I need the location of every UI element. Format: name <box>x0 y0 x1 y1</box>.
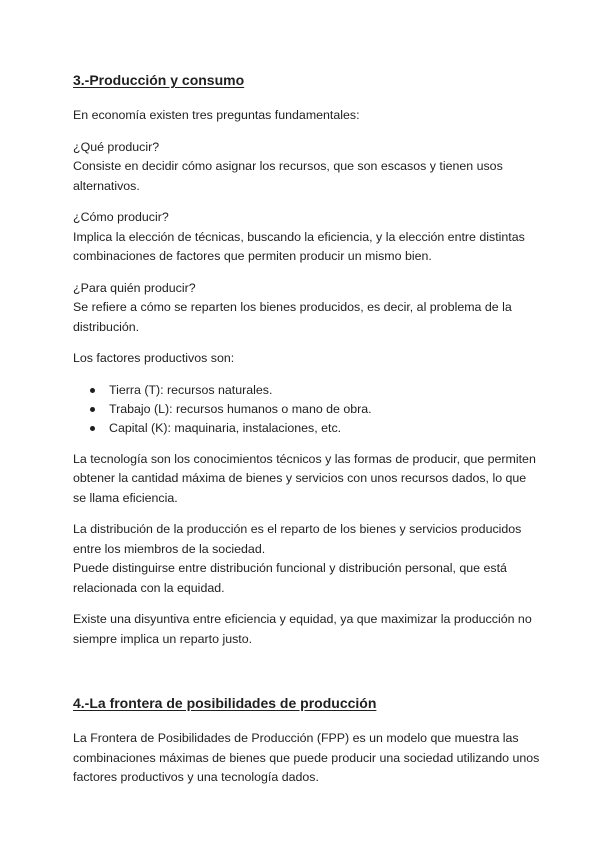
fpp-paragraph <box>73 729 540 788</box>
tradeoff-line: Existe una disyuntiva entre eficiencia y equidad, ya que maximizar la producción no <box>73 612 532 626</box>
distribution-line: La distribución de la producción es el reparto de los bienes y servicios producidos <box>73 522 522 536</box>
question-whom-block <box>73 279 540 338</box>
question-whom-text-line: Se refiere a cómo se reparten los bienes producidos, es decir, al problema de la <box>73 300 512 314</box>
technology-line: obtener la cantidad máxima de bienes y servicios con unos recursos dados, lo que <box>73 471 527 485</box>
question-how-text-line: combinaciones de factores que permiten producir un mismo bien. <box>73 249 432 263</box>
section-4-heading: 4.-La frontera de posibilidades de producción <box>73 695 377 711</box>
fpp-line: combinaciones máximas de bienes que puede producir una sociedad utilizando unos <box>73 750 540 765</box>
bullet-icon <box>90 388 95 393</box>
list-item <box>90 381 540 400</box>
factor-text: Capital (K): maquinaria, instalaciones, etc. <box>109 420 342 435</box>
fpp-line: La Frontera de Posibilidades de Producción (FPP) es un modelo que muestra las <box>73 731 519 745</box>
tradeoff-paragraph <box>73 610 540 649</box>
distribution-line: Puede distinguirse entre distribución funcional y distribución personal, que está <box>73 561 507 575</box>
question-whom: ¿Para quién producir? <box>73 280 196 295</box>
factor-text: Tierra (T): recursos naturales. <box>109 382 273 397</box>
question-what-block <box>73 138 540 197</box>
fpp-line: factores productivos y una tecnología dados. <box>73 770 319 784</box>
intro-paragraph: En economía existen tres preguntas fundamentales: <box>73 108 360 122</box>
distribution-paragraph <box>73 520 540 598</box>
factor-text: Trabajo (L): recursos humanos o mano de obra. <box>109 401 372 416</box>
question-what-text-line: Consiste en decidir cómo asignar los recursos, que son escasos y tienen usos <box>73 159 503 173</box>
bullet-icon <box>90 407 95 412</box>
section-3-heading: 3.-Producción y consumo <box>73 72 245 88</box>
technology-line: La tecnología son los conocimientos técnicos y las formas de producir, que permiten <box>73 451 536 466</box>
factors-list <box>73 381 540 438</box>
question-how: ¿Cómo producir? <box>73 210 169 224</box>
list-item <box>90 419 540 438</box>
question-how-block <box>73 208 540 267</box>
bullet-icon <box>90 426 95 431</box>
list-item <box>90 400 540 419</box>
technology-line: se llama eficiencia. <box>73 490 178 505</box>
question-how-text-line: Implica la elección de técnicas, buscando la eficiencia, y la elección entre distintas <box>73 229 525 244</box>
distribution-line: relacionada con la equidad. <box>73 580 225 595</box>
tradeoff-line: siempre implica un reparto justo. <box>73 631 253 646</box>
question-whom-text-line: distribución. <box>73 319 140 334</box>
distribution-line: entre los miembros de la sociedad. <box>73 541 266 556</box>
question-what-text-line: alternativos. <box>73 178 140 193</box>
question-what: ¿Qué producir? <box>73 139 160 154</box>
factors-intro: Los factores productivos son: <box>73 351 235 365</box>
technology-paragraph <box>73 450 540 509</box>
